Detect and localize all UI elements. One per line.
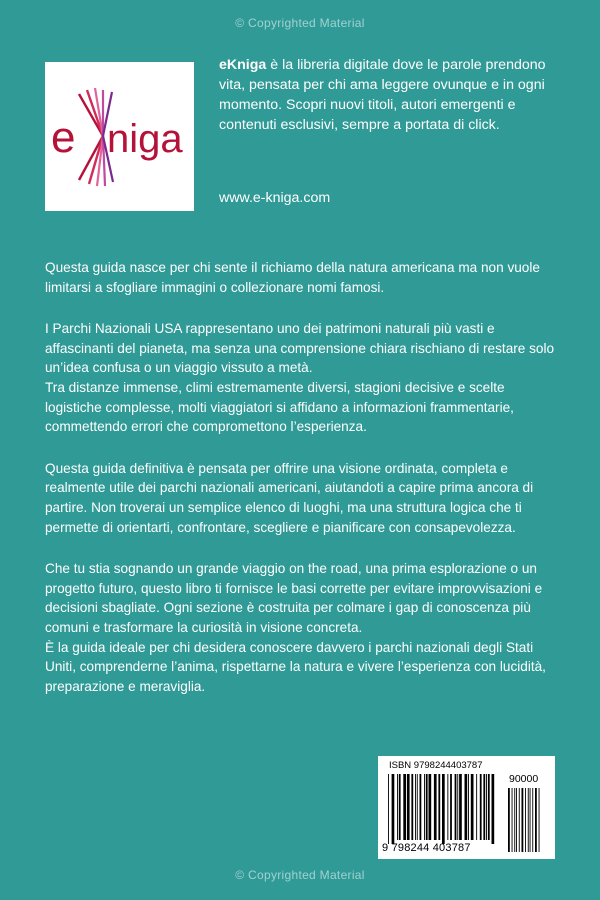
barcode-bar xyxy=(426,774,428,840)
ekniga-logo-graphic xyxy=(45,62,194,211)
barcode-bar xyxy=(488,774,490,840)
barcode-bar xyxy=(438,774,440,840)
barcode-bar xyxy=(468,774,469,840)
barcode-bar xyxy=(442,774,445,844)
addon-barcode-bar xyxy=(532,788,533,852)
logo-word-niga: niga xyxy=(107,117,183,161)
ekniga-logo xyxy=(45,62,194,211)
addon-barcode-bar xyxy=(525,788,526,852)
barcode-bar xyxy=(471,774,474,840)
addon-barcode-bar xyxy=(528,788,529,852)
barcode-bar xyxy=(407,774,410,840)
blurb-paragraph-1: Questa guida nasce per chi sente il richiamo della natura americana ma non vuole limitarsi a sfogliare immagini o collezionare nomi famosi. xyxy=(45,260,540,295)
barcode-bar xyxy=(450,774,452,840)
barcode-bar xyxy=(457,774,458,840)
blurb-paragraph-4: Che tu stia sognando un grande viaggio on the road, una prima esplorazione o un progetto futuro, questo libro ti fornisce le basi corrette per evitare improvvisazioni e decisioni sbagliate. Ogni sezione è costruita per colmare i gap di conoscenza più comuni e trasformare la curiosità in visione concreta. È la guida ideale per chi desidera conoscere davvero i parchi nazionali degli Stati Uniti, comprenderne l’anima, rispettarne la natura e vivere l’esperienza con lucidità, preparazione e meraviglia. xyxy=(45,561,546,694)
barcode-bar xyxy=(447,774,448,840)
addon-barcode-bar xyxy=(512,788,513,852)
barcode-digits: 9 798244 403787 xyxy=(382,842,471,854)
brand-name: eKniga xyxy=(219,57,267,73)
barcode-bar xyxy=(397,774,398,840)
logo-letter-e: e xyxy=(51,113,76,162)
addon-barcode-bar xyxy=(516,788,517,852)
barcode-bar xyxy=(420,774,422,840)
blurb-paragraph-2: I Parchi Nazionali USA rappresentano uno dei patrimoni naturali più vasti e affascinanti del pianeta, ma senza una comprensione chiara rischiano di restare solo un’idea confusa o un viaggio vissuto a metà. Tra distanze immense, climi estremamente diversi, stagioni decisive e scelte logistiche complesse, molti viaggiatori si affidano a informazioni frammentarie, commettendo errori che compromettono l’esperienza. xyxy=(45,321,555,435)
barcode-bar xyxy=(465,774,468,840)
barcode-bar xyxy=(480,774,482,840)
blurb-paragraph-3: Questa guida definitiva è pensata per offrire una visione ordinata, completa e realmente utile dei parchi nazionali americani, aiutandoti a capire prima ancora di partire. Non troverai un semplice elenco di luoghi, ma una struttura logica che ti permette di orientarti, confrontare, scegliere e pianificare con consapevolezza. xyxy=(45,460,534,535)
barcode-bar xyxy=(403,774,406,840)
brand-url: www.e-kniga.com xyxy=(219,190,331,206)
barcode-bar xyxy=(492,774,495,844)
copyright-watermark-top: © Copyrighted Material xyxy=(235,16,365,30)
addon-barcode-bar xyxy=(514,788,515,852)
price-code: 90000 xyxy=(509,773,539,785)
addon-barcode-bar xyxy=(522,788,524,852)
addon-barcode-bar xyxy=(539,788,540,852)
addon-barcode-bar xyxy=(508,788,510,852)
barcode-bar xyxy=(459,774,462,840)
barcode-bar xyxy=(392,774,395,844)
back-cover-blurb xyxy=(45,258,565,718)
addon-barcode-bar xyxy=(530,788,531,852)
barcode-bar xyxy=(486,774,487,840)
barcode-bar xyxy=(476,774,477,840)
barcode-bar xyxy=(411,774,413,840)
barcode-bar xyxy=(455,774,457,840)
addon-barcode-bar xyxy=(519,788,520,852)
copyright-watermark-bottom: © Copyrighted Material xyxy=(235,868,365,882)
barcode-bar xyxy=(399,774,401,840)
brand-description-text: è la libreria digitale dove le parole prendono vita, pensata per chi ama leggere ovunque e in ogni momento. Scopri nuovi titoli, autori emergenti e contenuti esclusivi, sempre a portata di click. xyxy=(219,57,546,133)
barcode-bar xyxy=(415,774,416,840)
brand-description xyxy=(219,55,569,135)
barcode-bar xyxy=(429,774,432,840)
barcode-bar xyxy=(434,774,437,840)
isbn-label: ISBN 9798244403787 xyxy=(389,760,483,771)
barcode-bar xyxy=(424,774,425,840)
barcode-bar xyxy=(388,774,389,844)
barcode-bar xyxy=(417,774,418,840)
barcode-bar xyxy=(483,774,485,840)
addon-barcode-bar xyxy=(535,788,537,852)
isbn-barcode xyxy=(378,756,555,859)
